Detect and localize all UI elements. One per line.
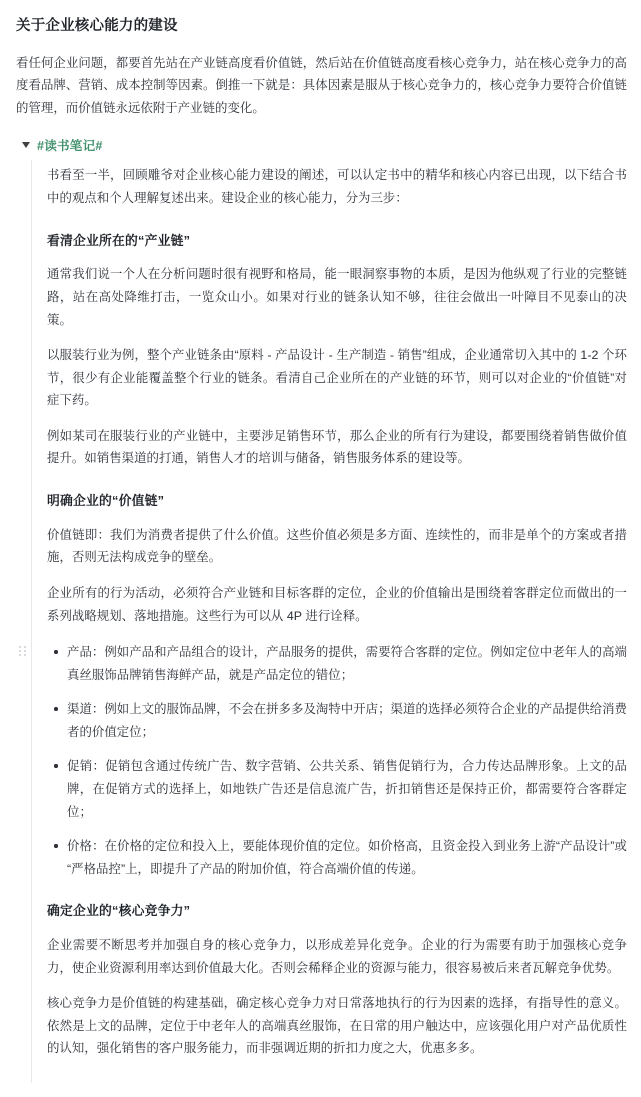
collapsible-toggle-row[interactable]: [16, 135, 627, 154]
paragraph: 例如某司在服装行业的产业链中，主要涉足销售环节，那么企业的所有行为建设，都要围绕着销售做价值提升。如销售渠道的打通，销售人才的培训与储备，销售服务体系的建设等。: [47, 428, 627, 466]
page-title: 关于企业核心能力的建设: [16, 18, 178, 34]
paragraph: 企业需要不断思考并加强自身的核心竞争力，以形成差异化竞争。企业的行为需要有助于加强核心竞争力，使企业资源利用率达到价值最大化。否则会稀释企业的资源与能力，很容易被后来者瓦解竞争优势。: [47, 938, 627, 975]
section-heading-value-chain: 明确企业的“价值链”: [47, 493, 165, 509]
paragraph: 核心竞争力是价值链的构建基础，确定核心竞争力对日常落地执行的行为因素的选择，有指导性的意义。依然是上文的品牌，定位于中老年人的高端真丝服饰，在日常的用户触达中，应该强化用户对产品优质性的认知，强化销售的客户服务能力，而非强调近期的折扣力度之大，优惠多多。: [47, 996, 627, 1056]
bottom-spacer: [47, 1073, 627, 1087]
paragraph: 价值链即：我们为消费者提供了什么价值。这些价值必须是多方面、连续性的，而非是单个的方案或者措施，否则无法构成竞争的壁垒。: [47, 527, 627, 565]
list-item: 促销：促销包含通过传统广告、数字营销、公共关系、销售促销行为，合力传达品牌形象。上文的品牌，在促销方式的选择上，如地铁广告还是信息流广告，折扣销售还是保持正价，都需要符合客群定位；: [47, 755, 627, 823]
paragraph: 以服装行业为例，整个产业链条由“原料 - 产品设计 - 生产制造 - 销售”组成，企业通常切入其中的 1-2 个环节，很少有企业能覆盖整个行业的链条。看清自己企业所在的产业链的环节，则可以对企业的“价值链”对症下药。: [47, 348, 627, 408]
paragraph: 企业所有的行为活动，必须符合产业链和目标客群的定位，企业的价值输出是围绕着客群定位而做出的一系列战略规划、落地措施。这些行为可以从 4P 进行诠释。: [47, 585, 627, 623]
drag-handle-icon[interactable]: [19, 646, 27, 656]
section-heading-industry-chain: 看清企业所在的“产业链”: [47, 232, 191, 248]
bullet-list-4p: [47, 641, 627, 880]
indent-guide-line: [31, 160, 32, 1082]
bullet-block-4p: [47, 641, 627, 880]
section-heading-core-competence: 确定企业的“核心竞争力”: [47, 903, 191, 919]
collapsible-content: [31, 160, 627, 1086]
lead-paragraph: 书看至一半，回顾雕爷对企业核心能力建设的阐述，可以认定书中的精华和核心内容已出现，以下结合书中的观点和个人理解复述出来。建设企业的核心能力，分为三步：: [47, 168, 627, 206]
reading-notes-tag[interactable]: #读书笔记#: [37, 139, 103, 154]
paragraph: 通常我们说一个人在分析问题时很有视野和格局，能一眼洞察事物的本质，是因为他纵观了行业的完整链路，站在高处降维打击，一览众山小。如果对行业的链条认知不够，往往会做出一叶障目不见泰山的决策。: [47, 267, 627, 327]
list-item: 产品：例如产品和产品组合的设计，产品服务的提供，需要符合客群的定位。例如定位中老年人的高端真丝服饰品牌销售海鲜产品，就是产品定位的错位；: [47, 641, 627, 686]
list-item: 渠道：例如上文的服饰品牌，不会在拼多多及淘特中开店；渠道的选择必须符合企业的产品提供给消费者的价值定位；: [47, 698, 627, 743]
caret-down-icon[interactable]: [22, 142, 30, 148]
list-item: 价格：在价格的定位和投入上，要能体现价值的定位。如价格高，且资金投入到业务上游“产品设计”或“严格品控”上，即提升了产品的附加价值，符合高端价值的传递。: [47, 835, 627, 880]
intro-paragraph: 看任何企业问题，都要首先站在产业链高度看价值链，然后站在价值链高度看核心竞争力，站在核心竞争力的高度看品牌、营销、成本控制等因素。倒推一下就是：具体因素是服从于核心竞争力的，核心竞争力要符合价值链的管理，而价值链永远依附于产业链的变化。: [16, 55, 627, 115]
